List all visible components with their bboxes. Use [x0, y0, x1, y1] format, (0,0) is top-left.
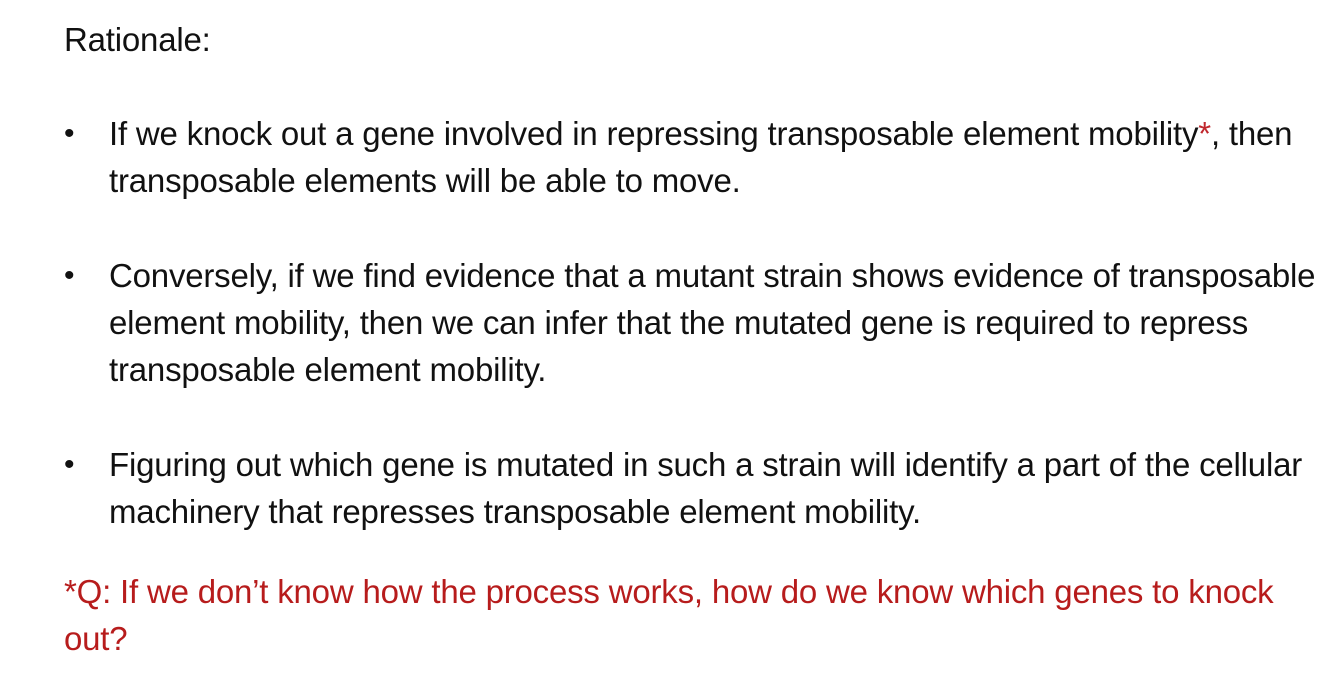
bullet-text-2: Conversely, if we find evidence that a mutant strain shows evidence of transposable element mobility, then we can infer that the mutated gene is required to repress transposable element mobility.	[109, 257, 1316, 388]
bullet-text-1-part-1: If we knock out a gene involved in repressing transposable element mobility	[109, 115, 1199, 152]
bullet-dot-icon: •	[64, 448, 75, 481]
footnote-asterisk: *	[1198, 115, 1211, 152]
bullet-dot-icon: •	[64, 117, 75, 150]
bullet-text-1-part-2: , then transposable elements will be able to move.	[109, 115, 1293, 199]
heading: Rationale:	[64, 21, 211, 58]
bullet-item-3	[64, 441, 1324, 535]
bullet-text-3: Figuring out which gene is mutated in such a strain will identify a part of the cellular machinery that represses transposable element mobility.	[109, 446, 1303, 530]
bullet-item-1	[64, 110, 1324, 204]
bullet-dot-icon: •	[64, 259, 75, 292]
bullet-item-2	[64, 252, 1324, 393]
footnote-question: *Q: If we don’t know how the process works, how do we know which genes to knock out?	[64, 573, 1274, 657]
bullet-list	[64, 110, 1324, 535]
